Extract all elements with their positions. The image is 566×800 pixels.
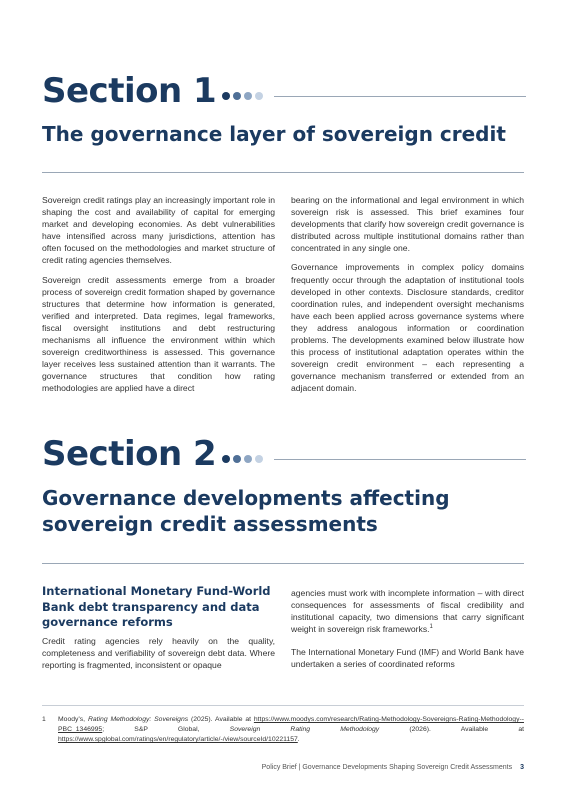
- footnote-text: [58, 715, 524, 745]
- footnote-source-title: Rating Methodology: Sovereigns: [87, 716, 189, 723]
- footnote-text-part: .: [297, 736, 300, 743]
- subsection-heading: International Monetary Fund-World Bank debt transparency and data governance reforms: [42, 584, 271, 629]
- dot-icon: [255, 92, 263, 100]
- footnote-text-part: (2025). Available at: [188, 716, 254, 723]
- paragraph: Governance improvements in complex policy domains frequently occur through the adaptation of institutional tools developed in other contexts. Disclosure standards, creditor coordination rules, and independent oversight mechanisms have each been applied across governance systems where they address analogous information or coordination problems. The developments examined below illustrate how this process of institutional adaptation operates within the sovereign credit environment – each representing a governance mechanism transferred or extended from an adjacent domain.: [291, 262, 524, 394]
- section-1-label: Section 1: [42, 71, 217, 111]
- paragraph: The International Monetary Fund (IMF) and World Bank have undertaken a series of coordinated reforms: [291, 647, 524, 670]
- dot-icon: [233, 455, 241, 463]
- paragraph: Sovereign credit ratings play an increasingly important role in shaping the cost and availability of capital for emerging market and developing economies. As debt vulnerabilities have intensified across many jurisdictions, attention has often focused on the methodologies and market structure of credit rating agencies themselves.: [42, 195, 275, 266]
- section-1-right-column: [291, 194, 524, 402]
- footnote-reference[interactable]: 1: [429, 624, 433, 631]
- dot-icon: [222, 92, 230, 100]
- footer-text: Policy Brief | Governance Developments Shaping Sovereign Credit Assessments: [261, 764, 513, 771]
- page-number: 3: [520, 764, 524, 771]
- section-1-subtitle: The governance layer of sovereign credit: [42, 122, 506, 146]
- dot-icon: [255, 455, 263, 463]
- dot-icon: [244, 455, 252, 463]
- spglobal-link[interactable]: https://www.spglobal.com/ratings/en/regulatory/article/-/view/sourceId/10221157: [58, 736, 298, 743]
- paragraph: bearing on the informational and legal environment in which sovereign risk is assessed. This brief examines four developments that clarify how sovereign credit governance is distributed across multiple institutional domains rather than concentrated in any single one.: [291, 195, 524, 254]
- section-2-divider: [42, 563, 524, 564]
- section-1-divider: [42, 172, 524, 173]
- section-2-header-rule: [274, 459, 526, 460]
- footnote-source-title: Sovereign Rating Methodology: [229, 726, 380, 733]
- section-2-subtitle: Governance developments affecting sovereign credit assessments: [42, 486, 450, 536]
- footnote-text-part: Moody’s,: [58, 716, 88, 723]
- section-2-label: Section 2: [42, 434, 217, 474]
- footnote-text-part: ; S&P Global,: [102, 726, 230, 733]
- page-footer: [262, 764, 524, 771]
- paragraph-text: agencies must work with incomplete information – with direct consequences for assessments of fiscal credibility and institutional capacity, two dimensions that carry significant weight in sovereign risk frameworks.: [291, 588, 524, 635]
- section-1-header: [42, 71, 526, 111]
- section-dots-decoration: [222, 455, 266, 463]
- dot-icon: [233, 92, 241, 100]
- paragraph: [291, 587, 524, 635]
- dot-icon: [244, 92, 252, 100]
- moodys-link[interactable]: https://www.moodys.com/research/Rating-Methodology-Sovereigns-Rating-Methodology--PBC_1346995: [58, 716, 524, 733]
- footnote-text-part: (2026). Available at: [379, 726, 524, 733]
- footnote-number: 1: [42, 716, 46, 723]
- paragraph: Credit rating agencies rely heavily on the quality, completeness and verifiability of sovereign debt data. Where reporting is fragmented, inconsistent or opaque: [42, 635, 275, 670]
- section-1-header-rule: [274, 96, 526, 97]
- footnote: [42, 715, 524, 745]
- section-2-left-column: [42, 584, 275, 678]
- dot-icon: [222, 455, 230, 463]
- section-2-right-column: [291, 587, 524, 678]
- footnote-divider: [42, 705, 524, 706]
- section-dots-decoration: [222, 92, 266, 100]
- paragraph: Sovereign credit assessments emerge from a broader process of sovereign credit formation shaped by governance structures that determine how information is generated, verified and interpreted. Data regimes, legal frameworks, fiscal oversight institutions and debt restructuring mechanisms all influence the environment within which sovereign creditworthiness is assessed. This governance layer receives less sustained attention than it warrants. The governance structures that condition how rating methodologies are applied have a direct: [42, 274, 275, 394]
- section-2-header: [42, 434, 526, 474]
- section-1-left-column: [42, 194, 275, 402]
